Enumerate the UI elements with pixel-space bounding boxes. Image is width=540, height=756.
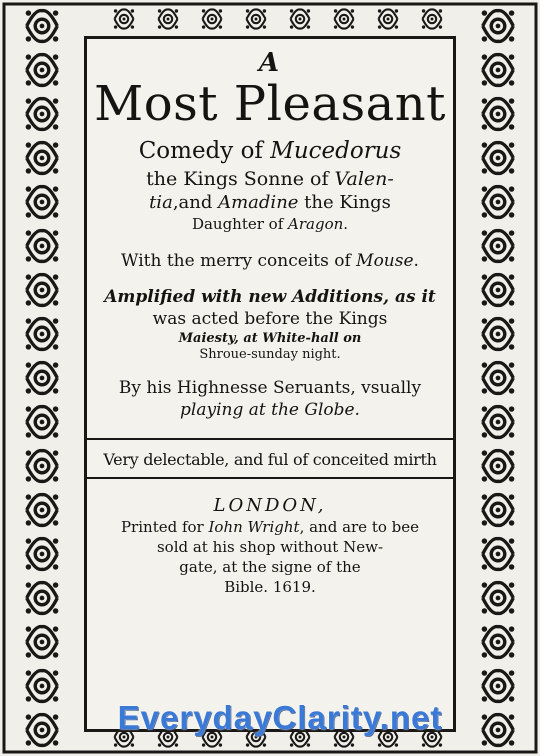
imprint-sold: sold at his shop without New- bbox=[156, 538, 384, 556]
knot-ornament-icon bbox=[482, 450, 515, 481]
title-article: A bbox=[258, 48, 282, 78]
title-text-block bbox=[90, 42, 450, 596]
divider-rule-top bbox=[84, 438, 456, 440]
knot-ornament-icon bbox=[482, 494, 515, 525]
knot-ornament-icon bbox=[26, 318, 59, 349]
knot-ornament-icon bbox=[26, 186, 59, 217]
knot-ornament-icon bbox=[482, 230, 515, 261]
knot-ornament-icon bbox=[26, 494, 59, 525]
knot-ornament-icon bbox=[26, 362, 59, 393]
knot-ornament-icon bbox=[26, 98, 59, 129]
knot-ornament-icon bbox=[482, 98, 515, 129]
delectable-line: Very delectable, and ful of conceited mirth bbox=[103, 450, 437, 469]
imprint-printed: Printed for Iohn Wright, and are to bee bbox=[120, 518, 420, 536]
subtitle-amadine: tia,and Amadine the Kings bbox=[149, 192, 391, 213]
knot-ornament-icon bbox=[482, 318, 515, 349]
knot-ornament-icon bbox=[482, 582, 515, 613]
knot-ornament-icon bbox=[26, 142, 59, 173]
knot-ornament-icon bbox=[378, 9, 398, 28]
knot-ornament-icon bbox=[482, 186, 515, 217]
imprint-bible: Bible. 1619. bbox=[224, 578, 316, 596]
knot-ornament-icon bbox=[482, 142, 515, 173]
knot-ornament-icon bbox=[482, 54, 515, 85]
knot-ornament-icon bbox=[26, 626, 59, 657]
knot-ornament-icon bbox=[26, 230, 59, 261]
knot-ornament-icon bbox=[246, 9, 266, 28]
knot-ornament-icon bbox=[26, 582, 59, 613]
acted-line: was acted before the Kings bbox=[152, 309, 388, 329]
knot-ornament-icon bbox=[482, 626, 515, 657]
site-watermark: EverydayClarity.net bbox=[117, 699, 443, 736]
maiesty-line: Maiesty, at White-hall on bbox=[178, 331, 362, 346]
amplified-line: Amplified with new Additions, as it bbox=[104, 287, 436, 307]
subtitle-comedy: Comedy of Mucedorus bbox=[138, 138, 402, 164]
shroue-line: Shroue-sunday night. bbox=[199, 347, 341, 362]
imprint-city: LONDON, bbox=[213, 495, 327, 516]
knot-ornament-icon bbox=[26, 538, 59, 569]
subtitle-daughter: Daughter of Aragon. bbox=[191, 215, 349, 233]
title-main: Most Pleasant bbox=[94, 76, 446, 132]
knot-ornament-icon bbox=[26, 274, 59, 305]
knot-ornament-icon bbox=[482, 406, 515, 437]
knot-ornament-icon bbox=[202, 9, 222, 28]
divider-rule-bottom bbox=[84, 477, 456, 479]
knot-ornament-icon bbox=[422, 9, 442, 28]
subtitle-kings-sonne: the Kings Sonne of Valen- bbox=[146, 168, 394, 190]
merry-conceits-line: With the merry conceits of Mouse. bbox=[121, 251, 419, 271]
globe-line: playing at the Globe. bbox=[180, 400, 360, 420]
knot-ornament-icon bbox=[290, 9, 310, 28]
knot-ornament-icon bbox=[114, 9, 134, 28]
knot-ornament-icon bbox=[482, 538, 515, 569]
servants-line: By his Highnesse Seruants, vsually bbox=[118, 378, 422, 398]
knot-ornament-icon bbox=[334, 9, 354, 28]
knot-ornament-icon bbox=[482, 274, 515, 305]
knot-ornament-icon bbox=[26, 450, 59, 481]
knot-ornament-icon bbox=[26, 406, 59, 437]
knot-ornament-icon bbox=[482, 10, 515, 41]
knot-ornament-icon bbox=[482, 362, 515, 393]
knot-ornament-icon bbox=[26, 10, 59, 41]
knot-ornament-icon bbox=[26, 54, 59, 85]
knot-ornament-icon bbox=[158, 9, 178, 28]
imprint-gate: gate, at the signe of the bbox=[179, 558, 361, 576]
